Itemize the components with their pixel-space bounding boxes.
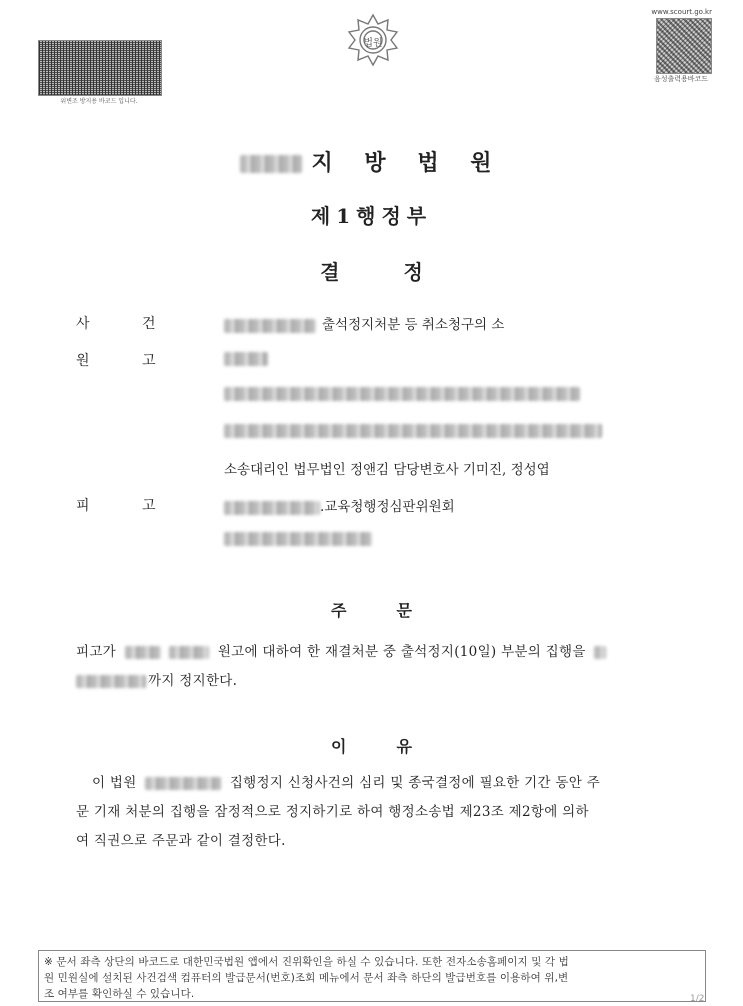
defendant-value: [224, 495, 455, 515]
redacted-plaintiff-address-2: [224, 424, 602, 438]
order-line-2-text: 까지 정지한다.: [148, 673, 238, 689]
defendant-name: .교육청행정심판위원회: [320, 499, 455, 515]
emblem-label: 법원: [363, 38, 383, 49]
plaintiff-label-1: 원: [76, 353, 90, 369]
redacted-order-date-start: [594, 646, 606, 659]
reason-line-1-start: 이 법원: [92, 775, 137, 791]
page-number: 1/2: [690, 994, 705, 1004]
court-name-text: 지 방 법 원: [311, 150, 504, 176]
division-title: 제1행정부: [310, 204, 433, 228]
reason-line-1-end: 집행정지 신청사건의 심리 및 종국결정에 필요한 기간 동안 주: [229, 775, 601, 791]
reason-line-1: [92, 771, 682, 791]
audio-output-barcode: [656, 18, 712, 74]
reason-line-3: 여 직권으로 주문과 같이 결정한다.: [76, 833, 286, 849]
redacted-plaintiff-name: [224, 352, 268, 366]
plaintiff-label-2: 고: [142, 353, 156, 369]
scourt-url: www.scourt.go.kr: [651, 8, 712, 16]
audio-output-barcode-caption: 음성출력용바코드: [653, 75, 709, 83]
redacted-date-ref: [169, 646, 209, 659]
plaintiff-attorney: 소송대리인 법무법인 정앤김 담당변호사 기미진, 정성엽: [224, 462, 550, 478]
case-value: [224, 313, 504, 333]
redacted-case-number: [224, 319, 316, 333]
notice-line-3: 조 여부를 확인하실 수 있습니다.: [44, 988, 195, 1000]
redacted-court-region: [240, 155, 302, 173]
redacted-defendant-ref: [125, 646, 161, 659]
court-name: [0, 146, 743, 177]
case-label-1: 사: [76, 316, 90, 332]
order-line-1: [76, 640, 666, 660]
redacted-plaintiff-address-1: [224, 387, 580, 401]
redacted-order-date: [76, 675, 146, 688]
notice-line-2: 원 민원실에 설치된 사건검색 컴퓨터의 발급문서(번호)조회 메뉴에서 문서 좌측 하단의 발급번호를 이용하여 위,변: [44, 972, 569, 984]
reason-line-2: 문 기재 처분의 집행을 잠정적으로 정지하기로 하여 행정소송법 제23조 제2항에 의하: [76, 804, 589, 820]
redacted-defendant-region: [224, 501, 320, 515]
case-name: 출석정지처분 등 취소청구의 소: [322, 317, 505, 333]
order-line-1-start: 피고가: [76, 644, 117, 660]
notice-line-1: ※ 문서 좌측 상단의 바코드로 대한민국법원 앱에서 진위확인을 하실 수 있습니다. 또한 전자소송홈페이지 및 각 법: [44, 956, 569, 968]
order-line-2: [76, 669, 666, 689]
case-label-2: 건: [142, 316, 156, 332]
document-type-title: 결정: [320, 260, 487, 284]
redacted-defendant-address: [224, 532, 372, 546]
anti-forgery-barcode: [38, 40, 162, 96]
redacted-case-ref: [145, 777, 221, 790]
anti-forgery-barcode-caption: 위변조 방지용 바코드 입니다.: [60, 98, 138, 105]
reason-title: 이유: [331, 737, 462, 756]
defendant-label-2: 고: [142, 498, 156, 514]
defendant-label-1: 피: [76, 498, 90, 514]
order-title: 주문: [331, 601, 462, 620]
order-line-1-end: 원고에 대하여 한 재결처분 중 출석정지(10일) 부분의 집행을: [217, 644, 586, 660]
